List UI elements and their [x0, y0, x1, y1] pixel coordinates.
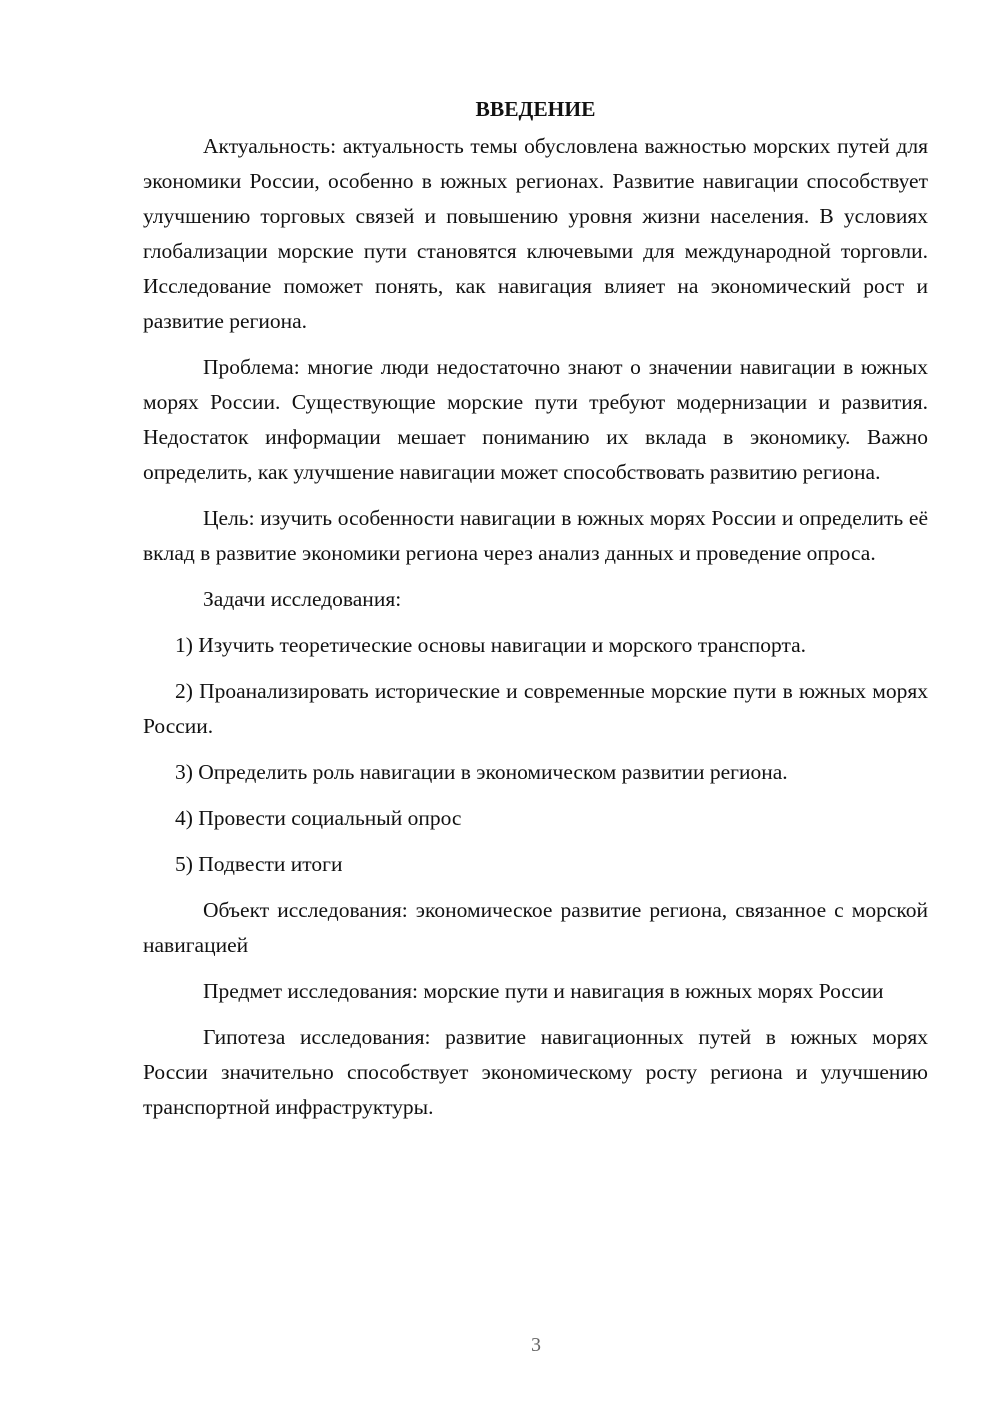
page-title: ВВЕДЕНИЕ: [475, 97, 596, 121]
task-item: 2) Проанализировать исторические и современные морские пути в южных морях России.: [143, 679, 928, 738]
relevance-paragraph: Актуальность: актуальность темы обусловлена важностью морских путей для экономики России, особенно в южных регионах. Развитие навигации способствует улучшению торговых связей и повышению уровня жизни населения. В условиях глобализации морские пути становятся ключевыми для международной торговли. Исследование поможет понять, как навигация влияет на экономический рост и развитие региона.: [143, 134, 928, 333]
tasks-heading: Задачи исследования:: [203, 587, 402, 611]
hypothesis-paragraph: Гипотеза исследования: развитие навигационных путей в южных морях России значительно способствует экономическому росту региона и улучшению транспортной инфраструктуры.: [143, 1025, 928, 1119]
page-number: 3: [531, 1334, 541, 1356]
task-item: 1) Изучить теоретические основы навигации и морского транспорта.: [175, 633, 807, 657]
task-item: 5) Подвести итоги: [175, 852, 343, 876]
goal-paragraph: Цель: изучить особенности навигации в южных морях России и определить её вклад в развитие экономики региона через анализ данных и проведение опроса.: [143, 506, 928, 565]
document-body: [143, 92, 928, 1136]
task-item: 4) Провести социальный опрос: [175, 806, 462, 830]
subject-paragraph: Предмет исследования: морские пути и навигация в южных морях России: [203, 979, 884, 1003]
problem-paragraph: Проблема: многие люди недостаточно знают о значении навигации в южных морях России. Существующие морские пути требуют модернизации и развития. Недостаток информации мешает пониманию их вклада в экономику. Важно определить, как улучшение навигации может способствовать развитию региона.: [143, 355, 928, 484]
object-paragraph: Объект исследования: экономическое развитие региона, связанное с морской навигацией: [143, 898, 928, 957]
task-item: 3) Определить роль навигации в экономическом развитии региона.: [175, 760, 788, 784]
